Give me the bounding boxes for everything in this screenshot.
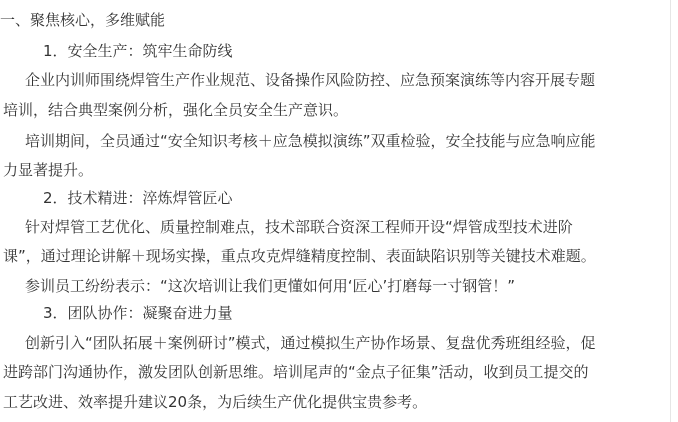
section2-paragraph1-line2: 课”，通过理论讲解＋现场实操，重点攻克焊缝精度控制、表面缺陷识别等关键技术难题。 bbox=[3, 247, 596, 265]
section-heading: 一、聚焦核心，多维赋能 bbox=[0, 11, 166, 29]
section1-paragraph1-line1: 企业内训师围绕焊管生产作业规范、设备操作风险防控、应急预案演练等内容开展专题 bbox=[25, 71, 596, 89]
right-edge-divider bbox=[670, 0, 671, 422]
section1-title: 1．安全生产：筑牢生命防线 bbox=[43, 42, 233, 60]
section3-paragraph1-line1: 创新引入“团队拓展＋案例研讨”模式，通过模拟生产协作场景、复盘优秀班组经验，促 bbox=[25, 334, 596, 352]
section3-paragraph1-line2: 进跨部门沟通协作，激发团队创新思维。培训尾声的“金点子征集”活动，收到员工提交的 bbox=[3, 363, 589, 381]
section3-paragraph1-line3: 工艺改进、效率提升建议20条，为后续生产优化提供宝贵参考。 bbox=[3, 393, 428, 411]
section2-paragraph2-line1: 参训员工纷纷表示：“这次培训让我们更懂如何用‘匠心’打磨每一寸钢管！” bbox=[25, 277, 516, 295]
section1-paragraph2-line1: 培训期间，全员通过“安全知识考核＋应急模拟演练”双重检验，安全技能与应急响应能 bbox=[25, 132, 596, 150]
section3-title: 3．团队协作：凝聚奋进力量 bbox=[43, 304, 233, 322]
section1-paragraph1-line2: 培训，结合典型案例分析，强化全员安全生产意识。 bbox=[3, 101, 349, 119]
section2-title: 2．技术精进：淬炼焊管匠心 bbox=[43, 189, 233, 207]
section1-paragraph2-line2: 力显著提升。 bbox=[3, 161, 94, 179]
section2-paragraph1-line1: 针对焊管工艺优化、质量控制难点，技术部联合资深工程师开设“焊管成型技术进阶 bbox=[25, 218, 573, 236]
